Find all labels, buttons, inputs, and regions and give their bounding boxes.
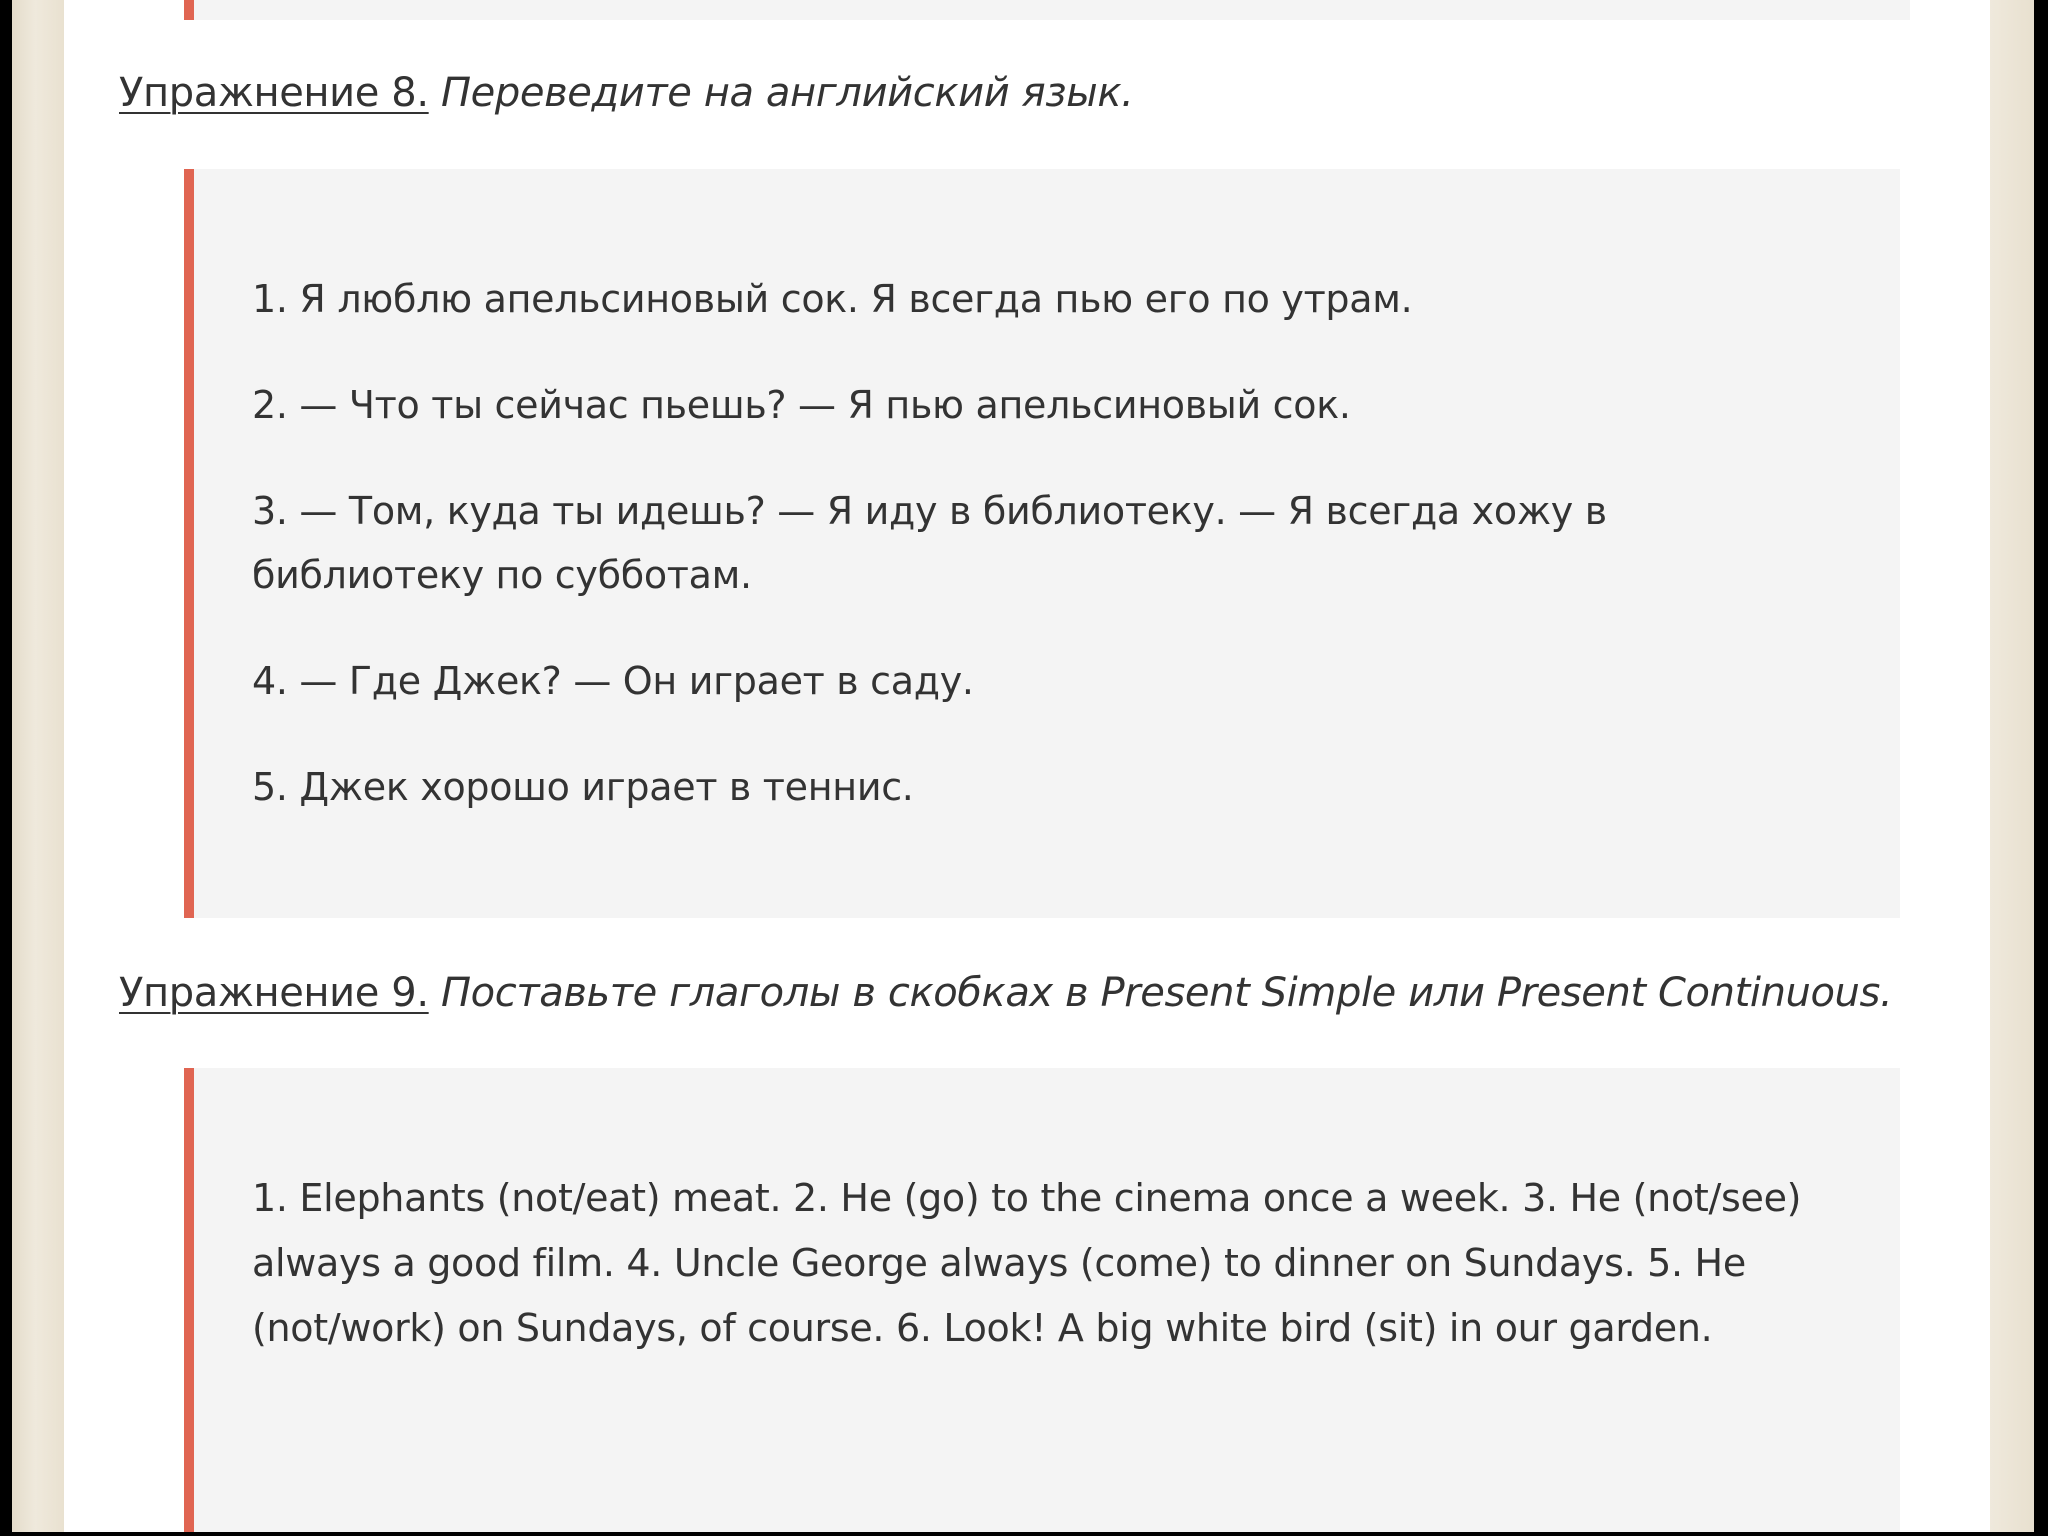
exercise-9-text: 1. Elephants (not/eat) meat. 2. He (go) to the cinema once a week. 3. He (not/see) always a good film. 4. Uncle George always (come) to dinner on Sundays. 5. He (not/work) on Sundays, of course. 6. Look! A big white bird (sit) in our garden. bbox=[252, 1176, 1802, 1350]
exercise-8-label: Упражнение 8. bbox=[119, 70, 429, 116]
left-page-margin bbox=[12, 0, 64, 1532]
exercise-8-item-3: 3. — Том, куда ты идешь? — Я иду в библиотеку. — Я всегда хожу в библиотеку по субботам. bbox=[252, 489, 1607, 597]
exercise-8-item-2: 2. — Что ты сейчас пьешь? — Я пью апельсиновый сок. bbox=[252, 383, 1351, 427]
exercise-8-list bbox=[252, 267, 1840, 819]
exercise-9-label: Упражнение 9. bbox=[119, 970, 429, 1016]
exercise-9-heading bbox=[119, 970, 1892, 1016]
article-page bbox=[64, 0, 1990, 1532]
previous-quote-box-edge bbox=[184, 0, 1910, 20]
exercise-8-heading bbox=[119, 70, 1133, 116]
exercise-8-item-5: 5. Джек хорошо играет в теннис. bbox=[252, 765, 914, 809]
exercise-9-quote-box bbox=[184, 1068, 1900, 1532]
exercise-9-instruction: Поставьте глаголы в скобках в Present Simple или Present Continuous. bbox=[441, 970, 1893, 1016]
right-page-margin bbox=[1990, 0, 2034, 1532]
exercise-8-item-4: 4. — Где Джек? — Он играет в саду. bbox=[252, 659, 974, 703]
exercise-8-item-1: 1. Я люблю апельсиновый сок. Я всегда пью его по утрам. bbox=[252, 277, 1413, 321]
exercise-8-quote-box bbox=[184, 169, 1900, 918]
exercise-8-instruction: Переведите на английский язык. bbox=[441, 70, 1134, 116]
